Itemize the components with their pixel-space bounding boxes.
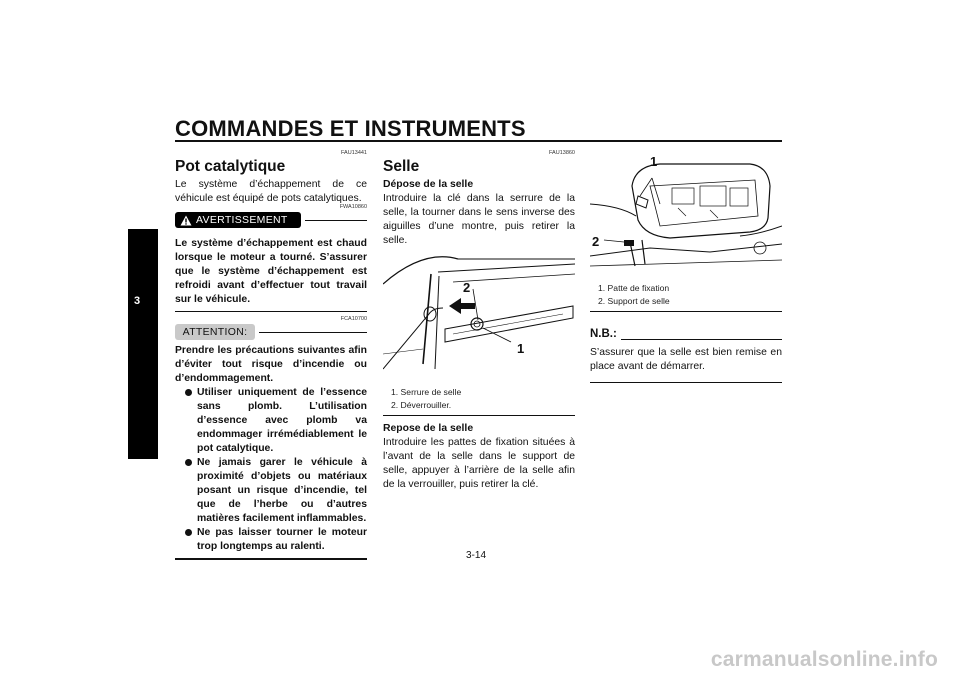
figure-label-2: 2 — [463, 280, 471, 295]
warning-end-rule — [175, 311, 367, 312]
chapter-tab — [128, 229, 158, 459]
attention-end-rule — [175, 558, 367, 560]
page-title: COMMANDES ET INSTRUMENTS — [175, 116, 526, 141]
seat-bracket-illustration — [590, 156, 782, 274]
warning-triangle-icon — [180, 215, 192, 226]
header-rule — [175, 140, 782, 142]
caption-rule — [383, 415, 575, 416]
bullet-icon — [185, 389, 192, 396]
install-text: Introduire les pattes de fixation situées à l’avant de la selle dans le support de selle, appuyer à l’arrière de la selle afin de la verrouiller, puis retirer la clé. — [383, 437, 575, 490]
warning-header — [175, 204, 367, 228]
page-number: 3-14 — [466, 550, 487, 561]
column-seat — [383, 150, 575, 492]
seat-bracket-drawing — [590, 156, 782, 274]
watermark: carmanualsonline.info — [710, 648, 938, 671]
warning-rule — [305, 220, 367, 221]
section-ref: FAU13860 — [549, 150, 575, 156]
attention-lead: Prendre les précautions suivantes afin d’éviter tout risque d’incendie ou d’endommagement. — [175, 345, 367, 384]
column-seat-notes — [590, 156, 782, 383]
attention-header — [175, 316, 367, 340]
note-text: S’assurer que la selle est bien remise en place avant de démarrer. — [590, 347, 782, 372]
warning-label: AVERTISSEMENT — [196, 214, 288, 226]
note-end-rule — [590, 382, 782, 383]
attention-ref: FCA10700 — [340, 316, 367, 322]
caption-unlock: 2. Déverrouiller. — [391, 400, 452, 410]
figure-label-2: 2 — [592, 234, 600, 249]
caption-bracket: 1. Patte de fixation — [598, 283, 670, 293]
note-label: N.B.: — [590, 328, 617, 340]
warning-badge — [175, 212, 301, 228]
seat-lock-drawing — [383, 254, 575, 376]
figure-label-1: 1 — [517, 341, 525, 356]
column-catalytic — [175, 150, 367, 560]
install-heading: Repose de la selle — [383, 423, 474, 434]
removal-heading: Dépose de la selle — [383, 179, 474, 190]
bullet-icon — [185, 459, 192, 466]
seat-lock-illustration — [383, 254, 575, 376]
warning-text: Le système d’échappement est chaud lorsque le moteur a tourné. S’assurer que le système d’échappement est refroidi avant d’effectuer tout travail sur le véhicule. — [175, 238, 367, 305]
note-rule — [621, 339, 782, 340]
caption-support: 2. Support de selle — [598, 296, 670, 306]
note-header — [590, 328, 782, 342]
section-title-catalytic: Pot catalytique — [175, 158, 286, 175]
section-ref: FAU13441 — [341, 150, 367, 156]
list-item: Utiliser uniquement de l’essence sans plomb. L’utilisation d’essence avec plomb va endommager irrémédiablement le pot catalytique. — [175, 386, 367, 456]
caption-lock: 1. Serrure de selle — [391, 387, 462, 397]
figure-label-1: 1 — [650, 156, 658, 169]
chapter-number: 3 — [133, 295, 141, 307]
warning-ref: FWA10860 — [339, 204, 367, 210]
attention-badge: ATTENTION: — [175, 324, 255, 340]
caption-rule — [590, 311, 782, 312]
attention-rule — [259, 332, 367, 333]
attention-list — [175, 386, 367, 554]
bullet-icon — [185, 529, 192, 536]
list-item: Ne pas laisser tourner le moteur trop longtemps au ralenti. — [175, 526, 367, 554]
section-title-seat: Selle — [383, 158, 420, 175]
intro-text: Le système d’échappement de ce véhicule est équipé de pots catalytiques. — [175, 179, 367, 204]
removal-text: Introduire la clé dans la serrure de la selle, la tourner dans le sens inverse des aiguilles d’une montre, puis retirer la selle. — [383, 193, 575, 246]
list-item: Ne jamais garer le véhicule à proximité d’objets ou matériaux posant un risque d’incendie, tel que de l’herbe ou d’autres matières facilement inflammables. — [175, 456, 367, 526]
